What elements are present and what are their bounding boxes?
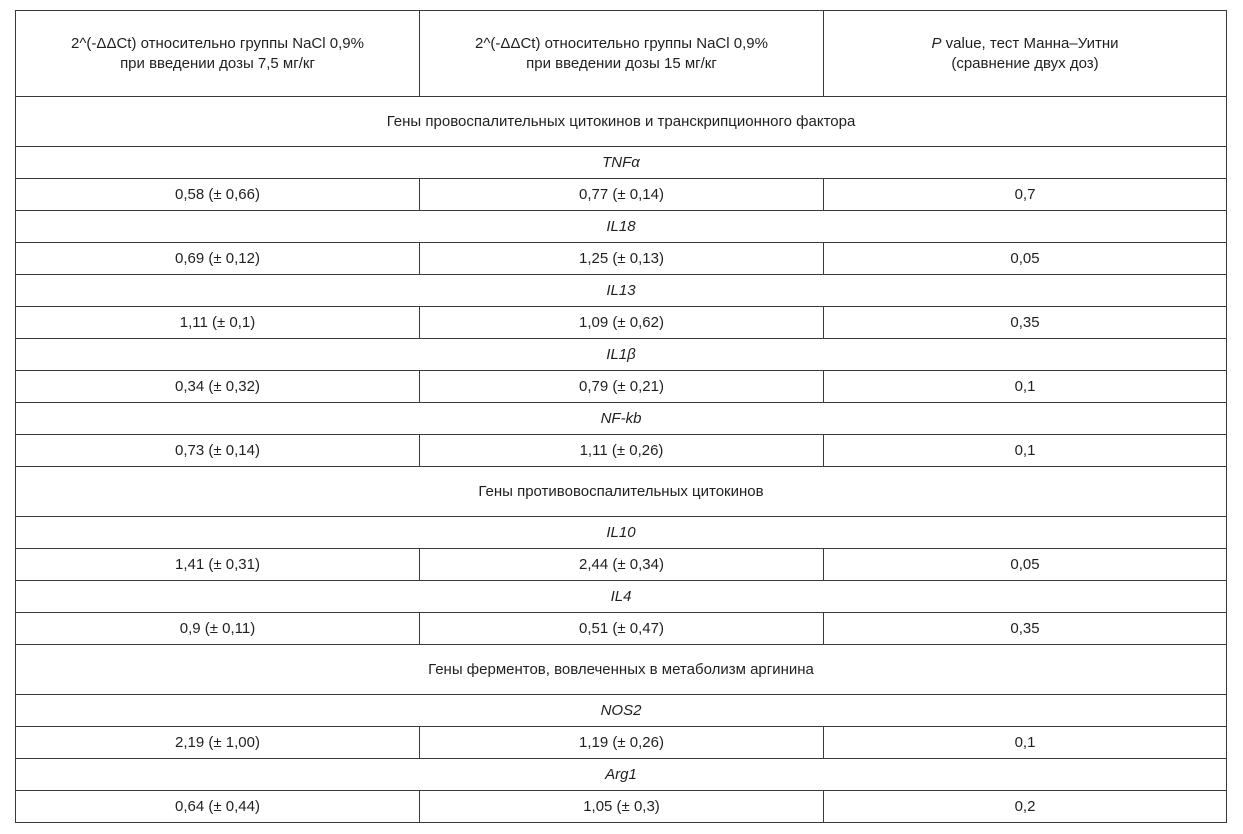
value-p: 0,1 — [824, 727, 1227, 759]
table-header — [16, 11, 1227, 97]
value-p: 0,35 — [824, 307, 1227, 339]
values-row — [16, 791, 1227, 823]
header-dose-7-5 — [16, 11, 420, 97]
values-row — [16, 371, 1227, 403]
gene-row — [16, 581, 1227, 613]
value-dose-7-5: 0,73 (± 0,14) — [16, 435, 420, 467]
gene-row — [16, 211, 1227, 243]
value-dose-15: 1,25 (± 0,13) — [420, 243, 824, 275]
values-row — [16, 179, 1227, 211]
value-dose-15: 2,44 (± 0,34) — [420, 549, 824, 581]
value-p: 0,05 — [824, 549, 1227, 581]
section-row — [16, 467, 1227, 517]
values-row — [16, 243, 1227, 275]
gene-name: TNFα — [16, 147, 1227, 179]
value-dose-7-5: 2,19 (± 1,00) — [16, 727, 420, 759]
header-dose-15-line2: при введении дозы 15 мг/кг — [526, 54, 717, 72]
value-dose-15: 0,79 (± 0,21) — [420, 371, 824, 403]
gene-name: IL13 — [16, 275, 1227, 307]
values-row — [16, 727, 1227, 759]
gene-row — [16, 339, 1227, 371]
values-row — [16, 435, 1227, 467]
value-dose-7-5: 0,69 (± 0,12) — [16, 243, 420, 275]
value-dose-7-5: 0,58 (± 0,66) — [16, 179, 420, 211]
results-table — [15, 10, 1227, 823]
gene-row — [16, 517, 1227, 549]
header-p-value-line1: value, тест Манна–Уитни — [941, 34, 1119, 52]
value-dose-15: 1,09 (± 0,62) — [420, 307, 824, 339]
gene-name: IL10 — [16, 517, 1227, 549]
values-row — [16, 549, 1227, 581]
value-p: 0,7 — [824, 179, 1227, 211]
value-dose-15: 1,05 (± 0,3) — [420, 791, 824, 823]
header-row — [16, 11, 1227, 97]
value-p: 0,35 — [824, 613, 1227, 645]
value-dose-7-5: 1,41 (± 0,31) — [16, 549, 420, 581]
header-p-letter: P — [931, 34, 942, 52]
gene-name: Arg1 — [16, 759, 1227, 791]
gene-row — [16, 695, 1227, 727]
gene-row — [16, 275, 1227, 307]
section-title: Гены противовоспалительных цитокинов — [16, 467, 1227, 517]
value-p: 0,05 — [824, 243, 1227, 275]
section-row — [16, 645, 1227, 695]
gene-name: IL1β — [16, 339, 1227, 371]
value-dose-7-5: 0,34 (± 0,32) — [16, 371, 420, 403]
header-p-value — [824, 11, 1227, 97]
header-dose-7-5-line2: при введении дозы 7,5 мг/кг — [120, 54, 315, 72]
gene-name: NOS2 — [16, 695, 1227, 727]
value-dose-7-5: 0,9 (± 0,11) — [16, 613, 420, 645]
values-row — [16, 613, 1227, 645]
value-p: 0,2 — [824, 791, 1227, 823]
gene-row — [16, 403, 1227, 435]
value-p: 0,1 — [824, 371, 1227, 403]
header-dose-7-5-line1: 2^(-ΔΔCt) относительно группы NaCl 0,9% — [71, 34, 364, 52]
header-dose-15-line1: 2^(-ΔΔCt) относительно группы NaCl 0,9% — [475, 34, 768, 52]
section-title: Гены провоспалительных цитокинов и транскрипционного фактора — [16, 97, 1227, 147]
value-dose-15: 0,51 (± 0,47) — [420, 613, 824, 645]
section-title: Гены ферментов, вовлеченных в метаболизм аргинина — [16, 645, 1227, 695]
section-row — [16, 97, 1227, 147]
gene-name: NF-kb — [16, 403, 1227, 435]
gene-name: IL18 — [16, 211, 1227, 243]
value-dose-15: 1,11 (± 0,26) — [420, 435, 824, 467]
value-p: 0,1 — [824, 435, 1227, 467]
table-body — [16, 97, 1227, 823]
header-p-value-line2: (сравнение двух доз) — [951, 54, 1099, 72]
gene-row — [16, 759, 1227, 791]
value-dose-15: 0,77 (± 0,14) — [420, 179, 824, 211]
value-dose-7-5: 1,11 (± 0,1) — [16, 307, 420, 339]
gene-name: IL4 — [16, 581, 1227, 613]
values-row — [16, 307, 1227, 339]
header-dose-15 — [420, 11, 824, 97]
gene-row — [16, 147, 1227, 179]
value-dose-7-5: 0,64 (± 0,44) — [16, 791, 420, 823]
value-dose-15: 1,19 (± 0,26) — [420, 727, 824, 759]
